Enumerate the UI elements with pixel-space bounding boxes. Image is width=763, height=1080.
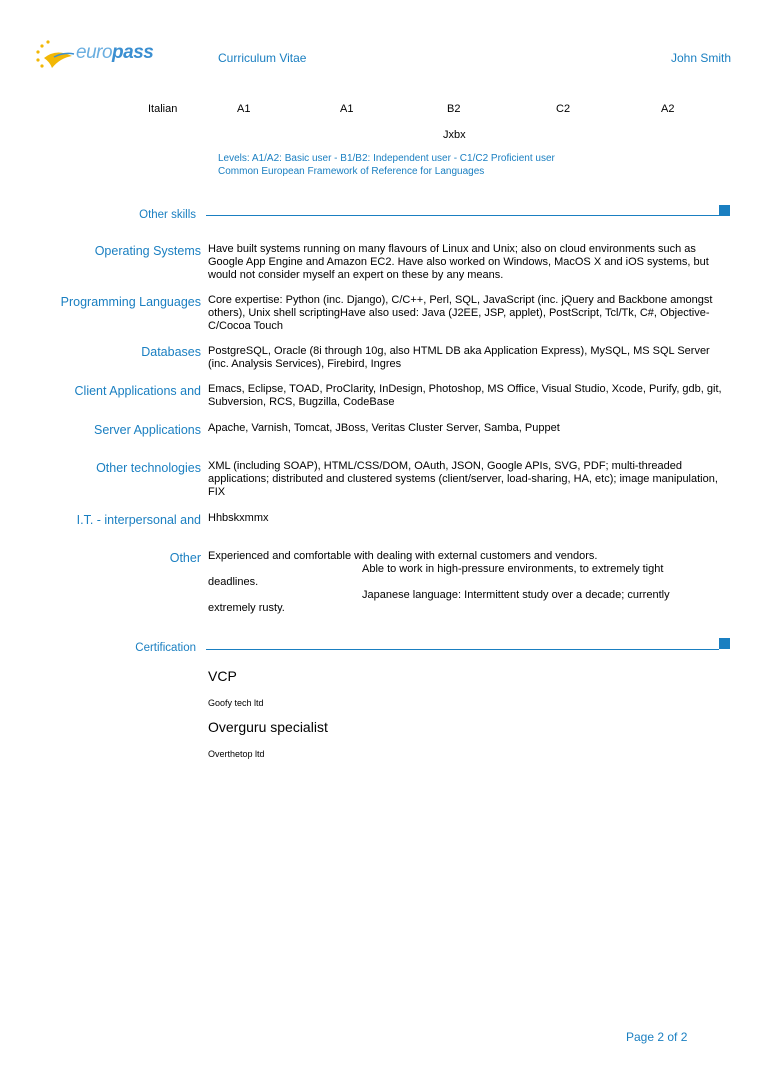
wordmark-pass: pass [112,42,154,63]
skill-label-databases: Databases [141,345,201,359]
other-line-3a: Japanese language: Intermittent study over a decade; currently [362,589,670,601]
page-number: Page 2 of 2 [626,1030,688,1044]
skill-label-other-technologies: Other technologies [96,461,201,475]
levels-line-2: Common European Framework of Reference for Languages [218,166,485,177]
spoken-interaction-level: B2 [447,103,461,115]
section-marker [719,638,730,649]
skill-label-server-applications: Server Applications [93,423,201,437]
other-line-2a: Able to work in high-pressure environments, to extremely tight [362,563,664,575]
language-name: Italian [148,103,178,115]
other-line-3b: extremely rusty. [208,602,285,614]
skill-value-client-applications: Emacs, Eclipse, TOAD, ProClarity, InDesign, Photoshop, MS Office, Visual Studio, Xcode, Purify, gdb, git, Subversion, RCS, Bugzilla, CodeBase [208,383,722,408]
skill-label-operating-systems: Operating Systems [94,244,201,258]
skill-label-programming-languages: Programming Languages [60,295,201,309]
section-divider [206,215,719,216]
certification-org: Overthetop ltd [208,749,265,759]
other-line-1: Experienced and comfortable with dealing with external customers and vendors. [208,550,598,562]
language-note: Jxbx [443,129,466,141]
skill-value-programming-languages: Core expertise: Python (inc. Django), C/C++, Perl, SQL, JavaScript (inc. jQuery and Backbone amongst others), Unix shell scriptingHave also used: Java (J2EE, JSP, applet), PostScript, Tcl/Tk, C#, Objective-C/Cocoa Touch [208,294,713,332]
other-line-2b: deadlines. [208,576,259,588]
skill-label-it-interpersonal: I.T. - interpersonal and [76,513,201,527]
spoken-production-level: C2 [556,103,571,115]
certification-title: VCP [208,668,237,684]
skill-label-client-applications: Client Applications and [74,384,201,398]
skill-value-databases: PostgreSQL, Oracle (8i through 10g, also HTML DB aka Application Express), MySQL, MS SQL Server (inc. Analysis Services), Firebird, Ingres [208,345,710,370]
skill-value-operating-systems: Have built systems running on many flavours of Linux and Unix; also on cloud environments such as Google App Engine and Amazon EC2. Have also worked on Windows, MacOS X and iOS systems, but would not consider myself an expert on these by any means. [208,243,709,281]
skill-label-other: Other [169,551,201,565]
europass-stars-icon [34,38,78,74]
levels-line-1: Levels: A1/A2: Basic user - B1/B2: Independent user - C1/C2 Proficient user [218,153,555,164]
certification-heading: Certification [135,642,196,654]
skill-value-other-technologies: XML (including SOAP), HTML/CSS/DOM, OAuth, JSON, Google APIs, SVG, PDF; multi-threaded applications; distributed and clustered systems (client/server, load-sharing, HA, etc); image manipulation, FIX [208,460,718,498]
language-levels-legend [218,152,555,178]
writing-level: A2 [661,103,675,115]
listening-level: A1 [237,103,251,115]
wordmark-euro: euro [76,42,113,63]
certification-title: Overguru specialist [208,719,328,735]
person-name: John Smith [670,51,731,65]
skill-value-server-applications: Apache, Varnish, Tomcat, JBoss, Veritas Cluster Server, Samba, Puppet [208,422,560,434]
other-skills-heading: Other skills [139,209,196,221]
certification-org: Goofy tech ltd [208,698,264,708]
skill-value-it-interpersonal: Hhbskxmmx [208,512,269,524]
section-marker [719,205,730,216]
reading-level: A1 [340,103,354,115]
europass-logo [34,38,154,74]
document-title: Curriculum Vitae [218,51,307,65]
section-divider [206,649,719,650]
skill-value-other [208,550,728,615]
europass-wordmark [76,42,153,64]
